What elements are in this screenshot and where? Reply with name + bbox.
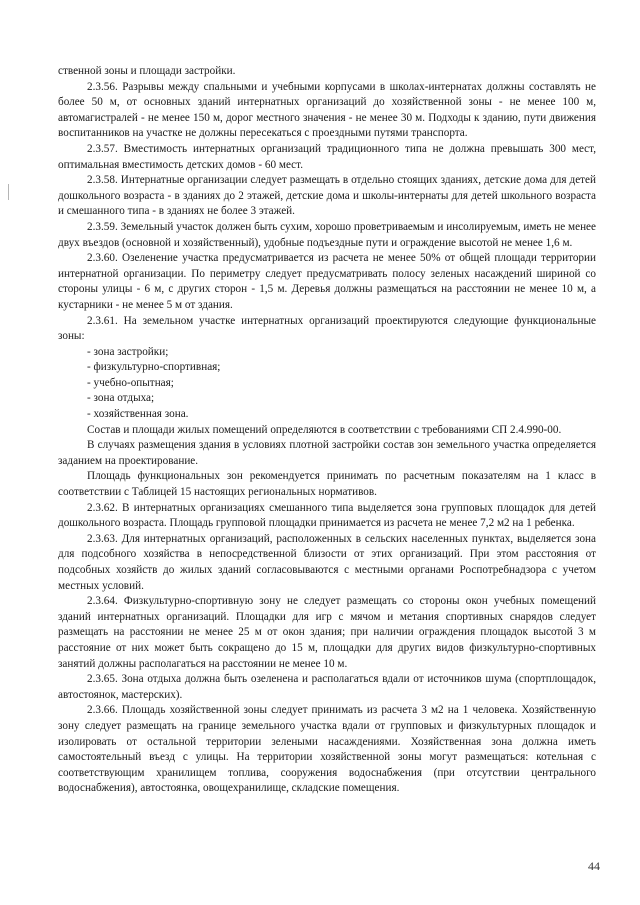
paragraph: 2.3.64. Физкультурно-спортивную зону не следует размещать со стороны окон учебных помещений зданий интернатных организаций. Площадки для игр с мячом и метания спортивных снарядов следует размещать на расстоянии не менее 25 м от окон здания; при наличии ограждения площадок высотой 3 м расстояние от них может быть сокращено до 15 м, площадки для других видов физкультурно-спортивных занятий должны располагаться на расстоянии не менее 10 м. (58, 595, 596, 670)
paragraph: 2.3.57. Вместимость интернатных организаций традиционного типа не должна превышать 300 мест, оптимальная вместимость детских домов - 60 мест. (58, 142, 596, 171)
page-number: 44 (588, 859, 600, 873)
paragraph: 2.3.61. На земельном участке интернатных организаций проектируются следующие функциональные зоны: (58, 314, 596, 343)
document-body (58, 64, 596, 797)
list-item: - хозяйственная зона. (87, 408, 189, 421)
paragraph: 2.3.58. Интернатные организации следует размещать в отдельно стоящих зданиях, детские дома для детей дошкольного возраста - в зданиях до 2 этажей, детские дома и школы-интернаты для детей школьного возраста и смешанного типа - в зданиях не более 3 этажей. (58, 174, 596, 218)
list-item: - учебно-опытная; (87, 376, 174, 389)
list-item: - зона отдыха; (87, 392, 155, 405)
paragraph: 2.3.60. Озеленение участка предусматривается из расчета не менее 50% от общей площади территории интернатной организации. По периметру следует предусматривать полосу зеленых насаждений шириной со стороны улицы - 6 м, с других сторон - 1,5 м. Деревья должны размещаться на расстоянии не менее 10 м, а кустарники - не менее 5 м от здания. (58, 252, 596, 311)
scan-artifact (8, 184, 9, 200)
paragraph: В случаях размещения здания в условиях плотной застройки состав зон земельного участка определяется заданием на проектирование. (58, 439, 596, 467)
paragraph: ственной зоны и площади застройки. (58, 65, 236, 77)
paragraph: 2.3.65. Зона отдыха должна быть озеленена и располагаться вдали от источников шума (спортплощадок, автостоянок, мастерских). (58, 673, 596, 701)
list-item: - зона застройки; (87, 345, 169, 358)
paragraph: 2.3.56. Разрывы между спальными и учебными корпусами в школах-интернатах должны составлять не более 50 м, от основных зданий интернатных организаций до хозяйственной зоны - не менее 100 м, автомагистралей - не менее 150 м, дорог местного значения - не менее 30 м. Подходы к зданию, пути движения воспитанников на участке не должны пересекаться с проездными путями транспорта. (58, 80, 596, 140)
paragraph: Площадь функциональных зон рекомендуется принимать по расчетным показателям на 1 класс в соответствии с Таблицей 15 настоящих региональных нормативов. (58, 470, 596, 499)
paragraph: 2.3.63. Для интернатных организаций, расположенных в сельских населенных пунктах, выделяется зона для подсобного хозяйства в непосредственной близости от этих организаций. При этом расстояния от подсобных хозяйств до жилых зданий согласовываются с местными органами Роспотребнадзора с учетом местных условий. (58, 532, 596, 592)
paragraph: 2.3.59. Земельный участок должен быть сухим, хорошо проветриваемым и инсолируемым, иметь не менее двух въездов (основной и хозяйственный), удобные подъездные пути и ограждение высотой не менее 1,6 м. (58, 220, 596, 249)
paragraph: Состав и площади жилых помещений определяются в соответствии с требованиями СП 2.4.990-00. (87, 423, 562, 436)
paragraph: 2.3.66. Площадь хозяйственной зоны следует принимать из расчета 3 м2 на 1 человека. Хозяйственную зону следует размещать на границе земельного участка вдали от групповых и физкультурных площадок и изолировать от остальной территории зелеными насаждениями. Хозяйственная зона должна иметь самостоятельный въезд с улицы. На территории хозяйственной зоны могут размещаться: котельная с соответствующим хранилищем топлива, сооружения водоснабжения (при отсутствии центрального водоснабжения), автостоянка, овощехранилище, складские помещения. (58, 704, 596, 795)
paragraph: 2.3.62. В интернатных организациях смешанного типа выделяется зона групповых площадок для детей дошкольного возраста. Площадь групповой площадки принимается из расчета не менее 7,2 м2 на 1 ребенка. (58, 501, 596, 530)
list-item: - физкультурно-спортивная; (87, 361, 221, 374)
